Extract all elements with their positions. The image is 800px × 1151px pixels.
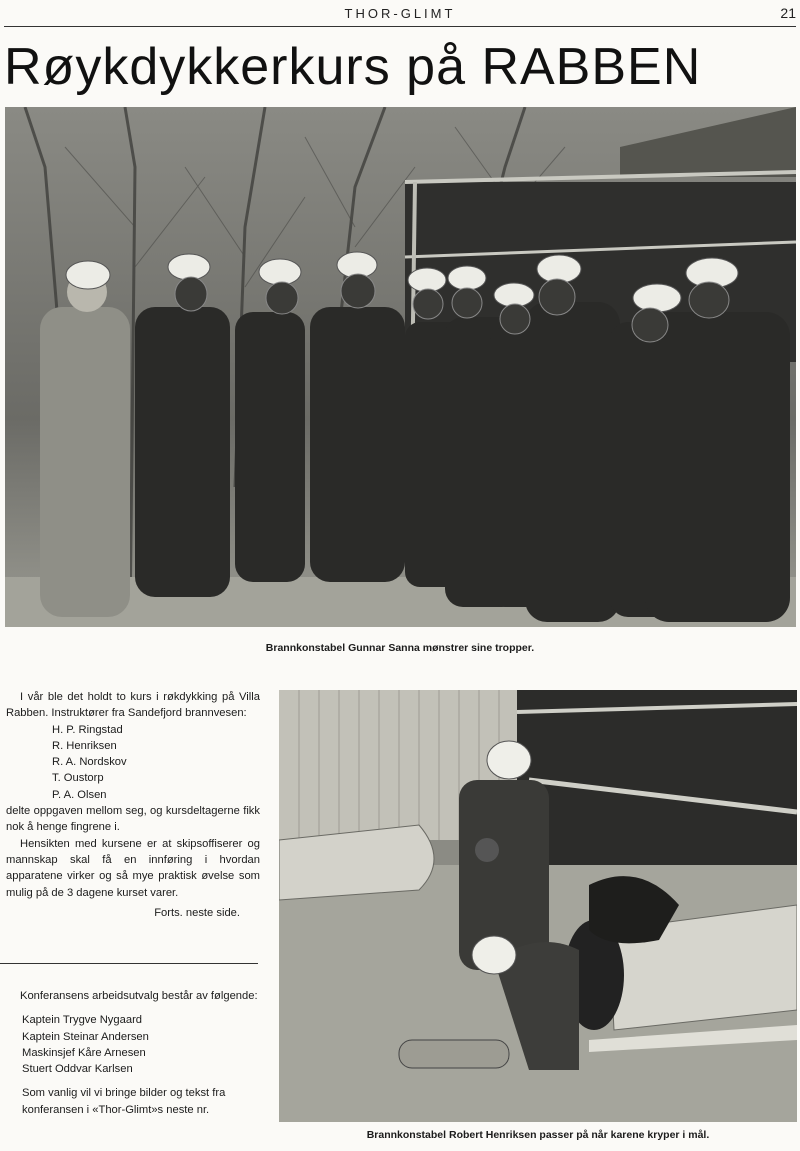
committee-list [6,1012,260,1077]
committee-member: Stuert Oddvar Karlsen [22,1063,133,1076]
article-headline: Røykdykkerkurs på RABBEN [4,38,702,96]
committee-notice [6,988,260,1118]
instructor-name: P. A. Olsen [52,788,107,801]
article-paragraph: Hensikten med kursene er at skipsoffiserer og mannskap skal få en innføring i hvordan apparatene virker og så mye praktisk øvelse som mulig på de 3 dagene kurset varer. [6,837,260,899]
article-intro: I vår ble det holdt to kurs i røkdykking på Villa Rabben. Instruktører fra Sandefjord brannvesen: [6,691,260,720]
magazine-name: THOR-GLIMT [344,6,456,21]
instructor-list [6,722,260,803]
group-photo [5,107,796,627]
instructor-name: H. P. Ringstad [52,723,123,736]
instructor-name: R. A. Nordskov [52,756,127,769]
page-header [4,4,796,27]
continued-note: Forts. neste side. [154,906,240,919]
section-divider [0,963,258,964]
instructor-name: R. Henriksen [52,739,117,752]
exercise-photo [279,690,797,1122]
committee-member: Kaptein Steinar Andersen [22,1030,149,1043]
exercise-photo-image [279,690,797,1122]
instructor-name: T. Oustorp [52,772,104,785]
top-photo-caption: Brannkonstabel Gunnar Sanna mønstrer sine tropper. [265,642,535,654]
bottom-photo-caption: Brannkonstabel Robert Henriksen passer på når karene kryper i mål. [366,1129,710,1141]
article-body [6,689,260,921]
notice-intro: Konferansens arbeidsutvalg består av følgende: [20,990,258,1002]
committee-member: Kaptein Trygve Nygaard [22,1014,143,1027]
page-number: 21 [780,5,796,21]
article-paragraph: delte oppgaven mellom seg, og kursdeltagerne fikk nok å henge fingrene i. [6,805,260,834]
committee-member: Maskinsjef Kåre Arnesen [22,1046,146,1059]
group-photo-image [5,107,796,627]
notice-closing: Som vanlig vil vi bringe bilder og tekst fra konferansen i «Thor-Glimt»s neste nr. [22,1087,226,1116]
